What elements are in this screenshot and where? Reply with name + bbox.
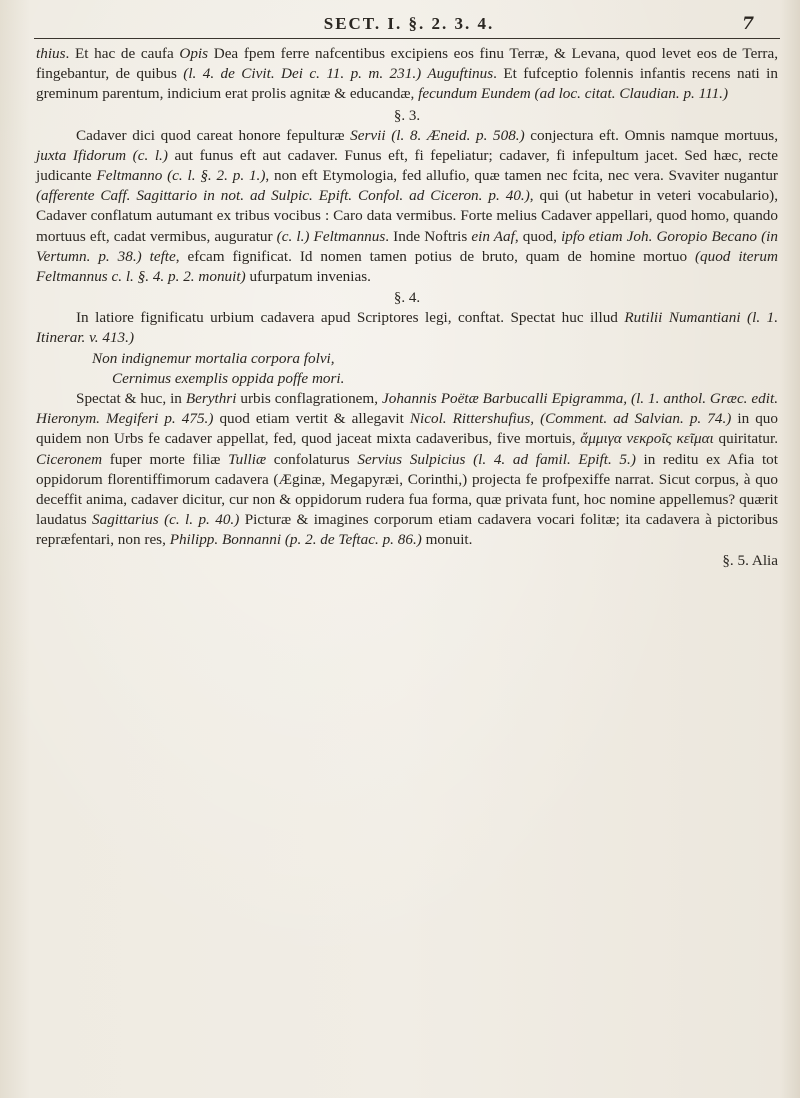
text-run: , efcam fignificat. Id nomen tamen potius de bruto, quam de homine mortuo bbox=[175, 247, 695, 265]
italic-text-run: ipfo etiam Joh. Goropio Becano (in Vertumn. p. 38.) tefte bbox=[36, 227, 778, 265]
text-run: , qui (ut habetur in veteri vocabulario), Cadaver conflatum autumant ex tribus vocibus : Caro data vermibus. Forte melius Cadaver appellari, quod homo, quando mortuus eft, cadat vermibus, auguratur bbox=[36, 187, 778, 245]
text-run: urbis conflagrationem, bbox=[236, 390, 382, 408]
italic-text-run: Johannis Poëtæ Barbucalli Epigramma, (l. 1. anthol. Græc. edit. Hieronym. Megiferi p. 475.) bbox=[36, 390, 778, 428]
text-run: fuper morte filiæ bbox=[102, 450, 229, 468]
italic-text-run: ἄμμιγα νεκροῖς κεῖμαι bbox=[580, 430, 714, 448]
text-run: Cadaver dici quod careat honore fepulturæ bbox=[76, 126, 351, 144]
italic-text-run: (l. 4. de Civit. Dei c. 11. p. m. 231.) Auguftinus bbox=[183, 65, 494, 83]
text-run: quiritatur. bbox=[713, 430, 778, 448]
page-number: 7 bbox=[742, 14, 754, 34]
italic-text-run: (c. l.) Feltmannus bbox=[276, 227, 386, 245]
header-rule bbox=[34, 38, 780, 39]
page-header bbox=[34, 6, 784, 40]
text-run: , non eft Etymologia, fed allufio, quæ tamen nec fcita, nec vera. Svaviter nugantur bbox=[265, 167, 778, 185]
italic-text-run: (afferente Caff. Sagittario in not. ad Sulpic. Epift. Confol. ad Ciceron. p. 40.) bbox=[36, 187, 530, 205]
section-heading-3: §. 3. bbox=[393, 107, 421, 124]
paragraph-3 bbox=[36, 308, 778, 348]
italic-text-run: Ciceronem bbox=[36, 450, 103, 468]
italic-text-run: Nicol. Rittershufius, (Comment. ad Salvian. p. 74.) bbox=[409, 410, 732, 428]
text-run: monuit. bbox=[421, 531, 473, 549]
text-run: Picturæ & imagines corporum etiam cadavera vocari folitæ; ita cadavera à pictoribus repræfentari, non res, bbox=[36, 511, 778, 549]
italic-text-run: Feltmanno (c. l. §. 2. p. 1.) bbox=[96, 167, 266, 185]
italic-text-run: juxta Ifidorum (c. l.) bbox=[36, 146, 168, 164]
italic-text-run: ein Aaf bbox=[471, 227, 515, 245]
text-run: in quo quidem non Urbs fe cadaver appellat, fed, quod jaceat mixta cadaveribus, five mortuis, bbox=[36, 410, 778, 448]
italic-text-run: thius bbox=[36, 45, 66, 62]
italic-text-run: Sagittarius (c. l. p. 40.) bbox=[92, 511, 240, 529]
paragraph-2 bbox=[36, 126, 778, 288]
text-run: . Inde Noftris bbox=[385, 227, 472, 245]
text-run: , quod, bbox=[514, 227, 562, 245]
text-run: ufurpatum invenias. bbox=[245, 268, 371, 286]
text-run: . Et hac de caufa bbox=[65, 45, 180, 62]
text-run: in reditu ex Afia tot oppidorum florentiffimorum cadavera (Æginæ, Megapyræi, Corinthi,) projecta fe profpexiffe narrat. Sicut corpus, à quo deceffit anima, cadaver dicitur, cur non & oppidorum rudera fua forma, quæ privata funt, hoc nomine appellemus? quærit laudatus bbox=[36, 450, 778, 529]
italic-text-run: Rutilii Numantiani (l. 1. Itinerar. v. 413.) bbox=[36, 309, 778, 347]
text-run: Dea fpem ferre nafcentibus excipiens eos finu Terræ, & Levana, quod levet eos de Terra, fingebantur, de quibus bbox=[36, 45, 778, 83]
italic-text-run: fecundum Eundem (ad loc. citat. Claudian. p. 111.) bbox=[418, 85, 729, 103]
verse-line-2: Cernimus exemplis oppida poffe mori. bbox=[112, 369, 345, 387]
italic-text-run: Tulliæ bbox=[228, 450, 267, 468]
running-head: SECT. I. §. 2. 3. 4. bbox=[323, 14, 495, 33]
paragraph-4 bbox=[36, 389, 778, 551]
text-run: conjectura eft. Omnis namque mortuus, bbox=[524, 126, 778, 144]
italic-text-run: (quod iterum Feltmannus c. l. §. 4. p. 2. monuit) bbox=[36, 247, 778, 286]
italic-text-run: Philipp. Bonnanni (p. 2. de Teftac. p. 86.) bbox=[169, 531, 422, 549]
page-body bbox=[36, 44, 778, 571]
text-run: quod etiam vertit & allegavit bbox=[213, 410, 410, 428]
italic-text-run: Servius Sulpicius (l. 4. ad famil. Epift. 5.) bbox=[357, 450, 636, 468]
text-run: . Et fufceptio folennis infantis recens nati in greminum parentum, indicium erat prolis agnitæ & educandæ, bbox=[36, 65, 778, 103]
italic-text-run: Berythri bbox=[185, 390, 237, 408]
text-run: confolaturus bbox=[266, 450, 358, 468]
verse-line-1: Non indignemur mortalia corpora folvi, bbox=[92, 349, 335, 367]
catchword: §. 5. Alia bbox=[722, 551, 778, 569]
text-run: In latiore fignificatu urbium cadavera apud Scriptores legi, conftat. Spectat huc illud bbox=[76, 309, 625, 327]
italic-text-run: Opis bbox=[179, 45, 209, 62]
section-heading-4: §. 4. bbox=[393, 290, 421, 307]
text-run: aut funus eft aut cadaver. Funus eft, fi fepeliatur; cadaver, fi infepultum jacet. Sed hæc, recte judicante bbox=[36, 146, 778, 185]
italic-text-run: Servii (l. 8. Æneid. p. 508.) bbox=[350, 126, 525, 144]
paragraph-1 bbox=[36, 44, 778, 105]
text-run: Spectat & huc, in bbox=[76, 390, 186, 408]
